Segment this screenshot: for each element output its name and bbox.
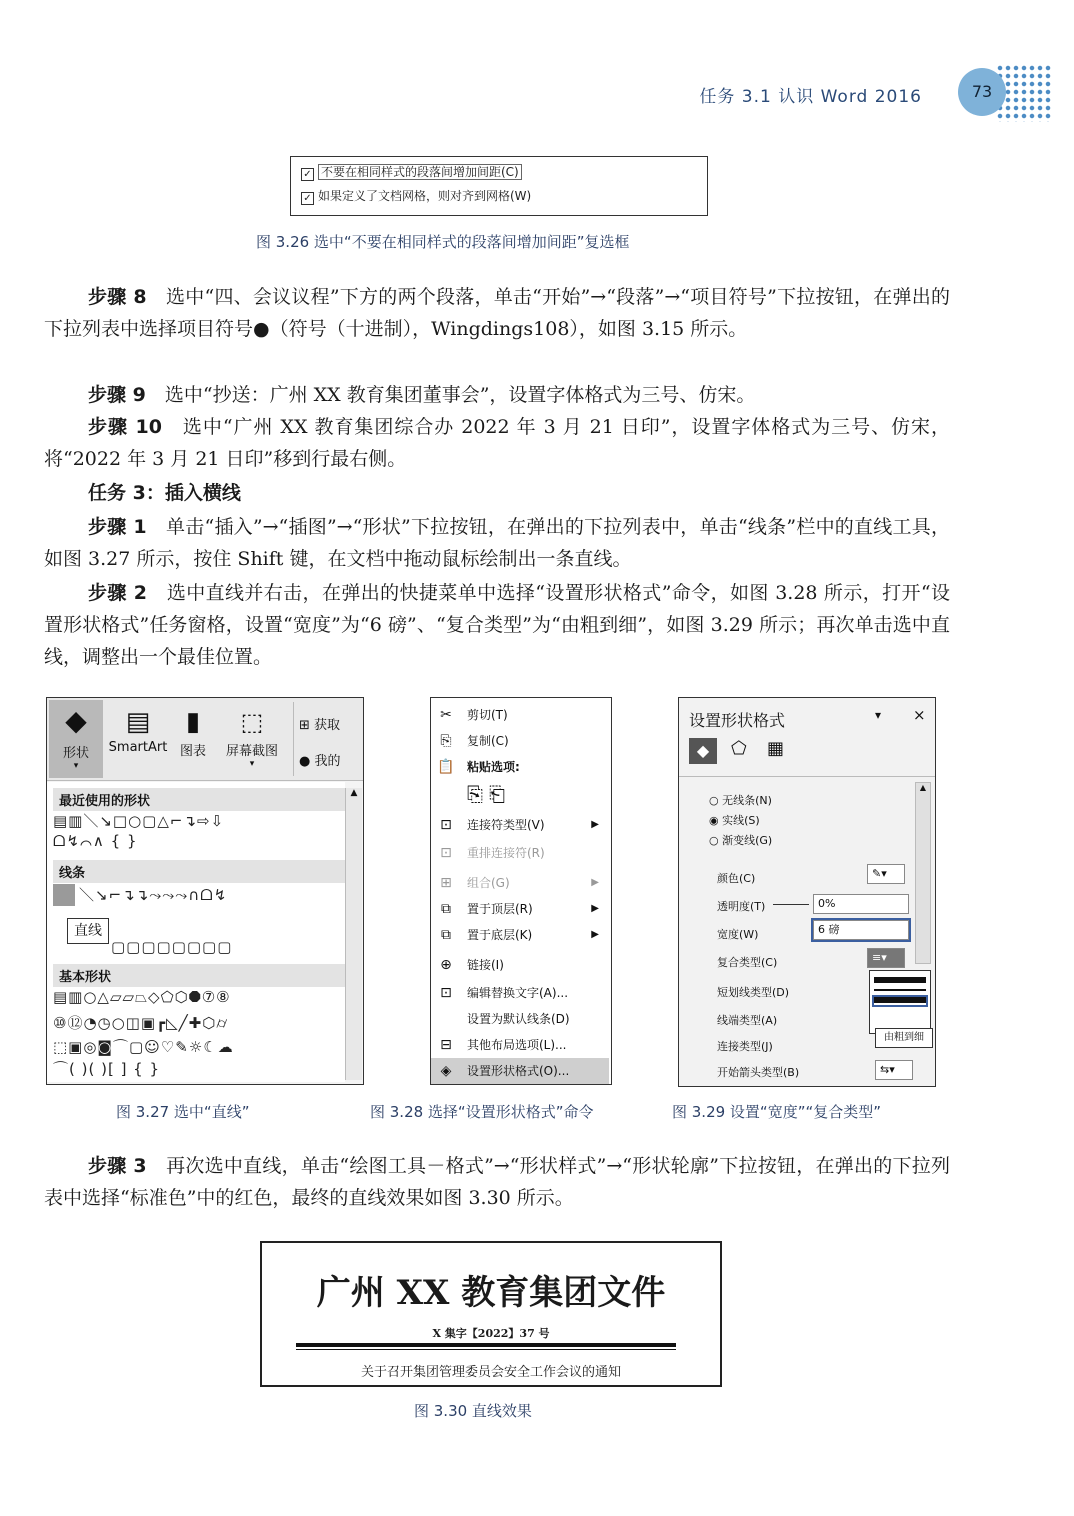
menu-item-label: 连接符类型(V)	[467, 818, 545, 832]
paste-options-icons[interactable]: ⎘⎗	[467, 782, 511, 806]
context-menu-item[interactable]	[431, 1006, 609, 1032]
page-number-badge: 73	[958, 68, 1006, 116]
context-menu-item[interactable]	[431, 922, 609, 948]
thick-thin-option[interactable]	[874, 997, 926, 1005]
menu-item-icon: ⊟	[440, 1037, 452, 1053]
step-text: 选中“广州 XX 教育集团综合办 2022 年 3 月 21 日印”，设置字体格式为三号、仿宋，将“2022 年 3 月 21 日印”移到行最右侧。	[44, 416, 950, 470]
section-basic-shapes: 基本形状	[53, 964, 353, 987]
basic-shapes-row[interactable]: ⑩⑫◔◷○◫▣┏◺╱✚⬡⌭	[53, 1014, 229, 1032]
label-width: 宽度(W)	[717, 928, 759, 941]
context-menu-item[interactable]	[431, 812, 609, 838]
document-title: 广州 XX 教育集团文件	[316, 1273, 666, 1313]
basic-shapes-row[interactable]: ⌒( )( )[ ] { }	[53, 1060, 161, 1078]
step-text: 选中直线并右击，在弹出的快捷菜单中选择“设置形状格式”命令，如图 3.28 所示，打开“设置形状格式”任务窗格，设置“宽度”为“6 磅”、“复合类型”为“由粗到细”，如图 3.29 所示；再次单击选中直线，调整出一个最佳位置。	[44, 582, 950, 668]
menu-item-icon: ⊕	[440, 957, 452, 973]
submenu-arrow-icon: ▶	[591, 819, 599, 830]
menu-item-label: 设置形状格式(O)...	[467, 1064, 570, 1078]
store-icon: ⊞	[299, 718, 310, 733]
scrollbar[interactable]	[915, 782, 931, 964]
menu-item-label: 复制(C)	[467, 734, 509, 748]
tooltip-straight-line: 直线	[67, 918, 109, 944]
recent-shapes-row[interactable]: ▤▥＼↘□○▢△⌐↴⇨⇩	[53, 812, 225, 830]
smartart-button[interactable]: ▤ SmartArt	[105, 704, 171, 755]
figure-3-30-document-preview	[260, 1241, 722, 1387]
menu-item-icon: ✂	[440, 707, 452, 723]
transparency-slider[interactable]	[773, 904, 809, 905]
menu-item-label: 重排连接符(R)	[467, 846, 545, 860]
fill-line-tab-icon[interactable]: ◆	[689, 738, 717, 764]
figure-caption: 图 3.28 选择“设置形状格式”命令	[370, 1103, 594, 1121]
context-menu-item[interactable]	[431, 754, 609, 780]
section-lines: 线条	[53, 860, 353, 883]
submenu-arrow-icon: ▶	[591, 903, 599, 914]
context-menu-item	[431, 780, 609, 806]
paragraph-step10	[44, 411, 950, 475]
figure-caption: 图 3.29 设置“宽度”“复合类型”	[672, 1103, 882, 1121]
checkbox-row-no-space[interactable]	[301, 163, 522, 181]
label-begin-arrow: 开始箭头类型(B)	[717, 1066, 800, 1079]
compound-type-list[interactable]	[869, 970, 931, 1034]
menu-item-label: 剪切(T)	[467, 708, 508, 722]
menu-item-label: 设置为默认线条(D)	[467, 1012, 570, 1026]
label-cap-type: 线端类型(A)	[717, 1014, 778, 1027]
context-menu-item[interactable]	[431, 702, 609, 728]
color-picker-button[interactable]: ✎▾	[867, 864, 905, 884]
radio-no-line[interactable]: ○ 无线条(N)	[709, 794, 772, 807]
smartart-icon: ▤	[125, 707, 151, 737]
label-color: 颜色(C)	[717, 872, 756, 885]
step-label: 步骤 1	[88, 516, 147, 538]
thin-rule	[296, 1349, 676, 1350]
chart-icon: ▮	[185, 707, 201, 737]
document-subject: 关于召开集团管理委员会安全工作会议的通知	[360, 1365, 621, 1380]
divider	[679, 776, 935, 777]
step-label: 步骤 3	[88, 1155, 147, 1177]
figure-caption: 图 3.27 选中“直线”	[116, 1103, 250, 1121]
label-compound-type: 复合类型(C)	[717, 956, 778, 969]
checkbox-checked-icon[interactable]: ✓	[301, 192, 314, 205]
figure-3-27-shapes-gallery	[46, 697, 364, 1085]
paragraph-step9	[44, 379, 950, 411]
running-header: 任务 3.1 认识 Word 2016	[699, 87, 922, 107]
menu-item-icon: ⊡	[440, 817, 452, 833]
basic-shapes-row[interactable]: ▤▥○△▱▱⏢◇⬠⬡⯃⑦⑧	[53, 988, 231, 1006]
step-text: 单击“插入”→“插图”→“形状”下拉按钮，在弹出的下拉列表中，单击“线条”栏中的直线工具，如图 3.27 所示，按住 Shift 键，在文档中拖动鼠标绘制出一条直线。	[44, 516, 950, 570]
get-addins-button[interactable]: ⊞ 获取	[299, 718, 341, 733]
step-text: 选中“四、会议议程”下方的两个段落，单击“开始”→“段落”→“项目符号”下拉按钮，在弹出的下拉列表中选择项目符号●（符号（十进制），Wingdings108），如图 3.15 所示。	[44, 286, 950, 340]
submenu-arrow-icon: ▶	[591, 929, 599, 940]
checkbox-row-grid[interactable]	[301, 187, 531, 205]
radio-solid-line[interactable]: ◉ 实线(S)	[709, 814, 760, 827]
label-join-type: 连接类型(J)	[717, 1040, 773, 1053]
layout-tab-icon[interactable]: ▦	[767, 738, 785, 759]
ribbon-divider	[293, 702, 294, 776]
scrollbar[interactable]	[345, 788, 362, 1080]
recent-shapes-row[interactable]: ᗝ↯⌒∧ { }	[53, 832, 138, 850]
menu-item-icon: ⊞	[440, 875, 452, 891]
figure-caption: 图 3.30 直线效果	[414, 1402, 532, 1420]
line-shapes-row[interactable]: ＼↘⌐↴↴⤳⤳⤳∩ᗝ↯	[79, 886, 228, 904]
menu-item-label: 粘贴选项:	[467, 760, 520, 774]
radio-gradient-line[interactable]: ○ 渐变线(G)	[709, 834, 773, 847]
screenshot-button[interactable]: ⬚ 屏幕截图 ▾	[217, 704, 287, 769]
menu-item-label: 链接(I)	[467, 958, 504, 972]
menu-item-label: 置于底层(K)	[467, 928, 533, 942]
context-menu-item[interactable]	[431, 840, 609, 866]
menu-item-label: 编辑替换文字(A)...	[467, 986, 569, 1000]
submenu-arrow-icon: ▶	[591, 877, 599, 888]
context-menu-item[interactable]	[431, 1032, 609, 1058]
paragraph-step8	[44, 281, 950, 345]
menu-item-icon: 📋	[437, 759, 455, 775]
compound-type-dropdown[interactable]: ≡▾	[867, 948, 905, 968]
shapes-icon: ◆	[65, 704, 87, 737]
checkbox-checked-icon[interactable]: ✓	[301, 168, 314, 181]
step-label: 步骤 9	[88, 384, 146, 406]
effects-tab-icon[interactable]: ⬠	[731, 738, 747, 759]
pane-title: 设置形状格式	[689, 711, 786, 730]
step-label: 步骤 8	[88, 286, 147, 308]
figure-3-29-format-pane	[678, 697, 936, 1087]
context-menu-item[interactable]	[431, 980, 609, 1006]
scroll-up-icon[interactable]: ▲	[919, 783, 927, 792]
context-menu-item[interactable]	[431, 952, 609, 978]
tooltip-thick-thin: 由粗到细	[875, 1028, 933, 1048]
checkbox-label: 不要在相同样式的段落间增加间距(C)	[318, 164, 522, 180]
document-number: X 集字【2022】37 号	[432, 1327, 550, 1340]
rectangle-shapes-row[interactable]: ▢▢▢▢▢▢▢▢	[111, 938, 233, 956]
chevron-down-icon: ▾	[73, 761, 79, 771]
label-transparency: 透明度(T)	[717, 900, 766, 913]
pane-options-icon[interactable]: ▾	[875, 708, 882, 722]
transparency-input[interactable]: 0%	[813, 894, 909, 914]
menu-item-label: 其他布局选项(L)...	[467, 1038, 567, 1052]
menu-item-icon: ⎘	[440, 733, 452, 749]
straight-line-tool[interactable]	[53, 884, 75, 906]
basic-shapes-row[interactable]: ⬚▣◎◙⌒▢☺♡✎☼☾☁	[53, 1038, 234, 1056]
step-label: 步骤 10	[88, 416, 162, 438]
paragraph-task3-step1	[44, 511, 950, 575]
scroll-up-icon[interactable]: ▲	[350, 788, 358, 798]
figure-3-28-context-menu	[430, 697, 612, 1085]
menu-item-icon: ⧉	[441, 927, 451, 943]
close-icon[interactable]: ×	[913, 706, 926, 724]
shapes-button[interactable]: ◆ 形状 ▾	[49, 700, 103, 778]
thick-rule	[296, 1343, 676, 1347]
context-menu-item[interactable]	[431, 728, 609, 754]
menu-item-icon: ⊡	[440, 985, 452, 1001]
menu-item-icon: ⊡	[440, 845, 452, 861]
menu-item-label: 置于顶层(R)	[467, 902, 533, 916]
paragraph-task3-step3	[44, 1150, 950, 1214]
step-text: 再次选中直线，单击“绘图工具－格式”→“形状样式”→“形状轮廓”下拉按钮，在弹出的下拉列表中选择“标准色”中的红色，最终的直线效果如图 3.30 所示。	[44, 1155, 950, 1209]
section-recent-shapes: 最近使用的形状	[53, 788, 353, 811]
context-menu-item[interactable]	[431, 1058, 609, 1084]
camera-icon: ⬚	[240, 708, 264, 736]
addin-icon: ●	[299, 754, 311, 769]
context-menu-item[interactable]	[431, 870, 609, 896]
menu-item-icon: ⧉	[441, 901, 451, 917]
context-menu-item[interactable]	[431, 896, 609, 922]
begin-arrow-dropdown[interactable]: ⇆▾	[875, 1060, 913, 1080]
menu-item-icon: ◈	[440, 1063, 452, 1079]
chevron-down-icon: ▾	[249, 759, 255, 769]
checkbox-label: 如果定义了文档网格，则对齐到网格(W)	[318, 189, 532, 203]
menu-item-label: 组合(G)	[467, 876, 510, 890]
figure-3-26-checkbox-panel	[290, 156, 708, 216]
step-text: 选中“抄送：广州 XX 教育集团董事会”，设置字体格式为三号、仿宋。	[164, 384, 756, 406]
figure-caption: 图 3.26 选中“不要在相同样式的段落间增加间距”复选框	[256, 233, 630, 251]
chart-button[interactable]: ▮ 图表	[173, 704, 213, 759]
my-addins-button[interactable]: ● 我的	[299, 754, 341, 769]
width-input[interactable]: 6 磅	[813, 920, 909, 940]
label-dash-type: 短划线类型(D)	[717, 986, 790, 999]
task-heading: 任务 3：插入横线	[88, 482, 241, 504]
paragraph-task3-step2	[44, 577, 950, 673]
step-label: 步骤 2	[88, 582, 148, 604]
